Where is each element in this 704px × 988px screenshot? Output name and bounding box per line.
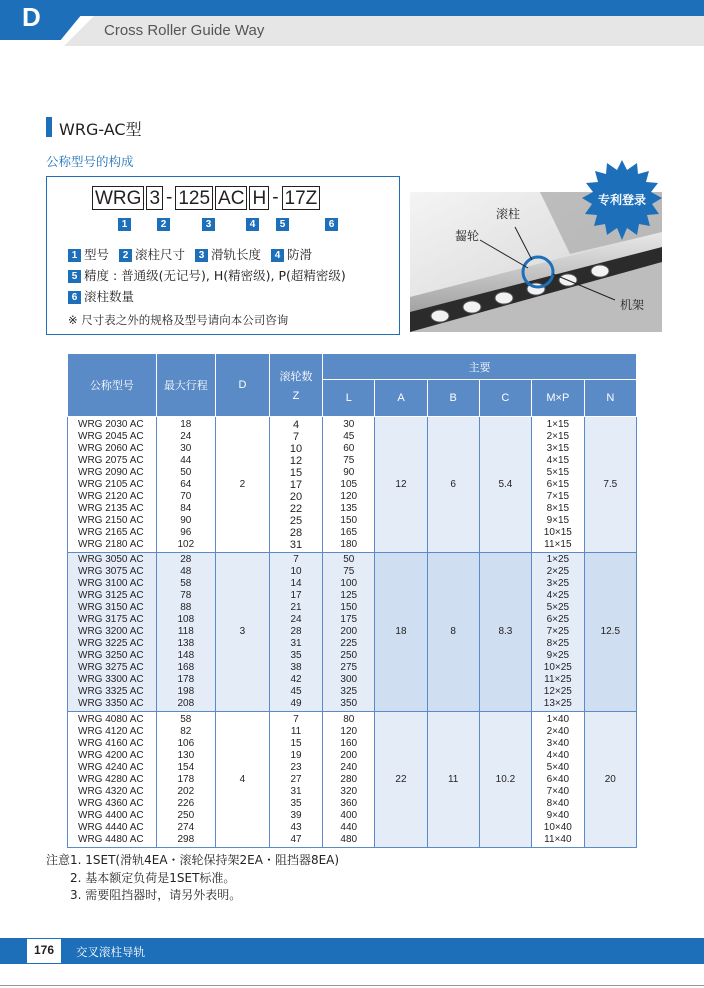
legend-line-1 — [68, 245, 312, 263]
group1-models-item: WRG 2120 AC — [78, 490, 144, 502]
legend-badge: 3 — [195, 249, 208, 262]
group2-z-item: 49 — [290, 698, 302, 709]
group1-b: 6 — [427, 417, 479, 553]
group3-l-item: 240 — [340, 761, 358, 773]
group1-mp-item: 1×15 — [546, 418, 570, 430]
group1-l-item: 135 — [340, 502, 358, 514]
code-badge-5: 5 — [276, 218, 289, 231]
group2-z-item: 38 — [290, 662, 302, 673]
group3-models-item: WRG 4160 AC — [78, 737, 144, 749]
group3-z-item: 11 — [290, 725, 302, 737]
col-n: N — [584, 380, 636, 417]
group3-z-item: 27 — [290, 773, 302, 785]
table-row-group-3 — [68, 712, 637, 848]
group2-strokes-item: 48 — [180, 566, 192, 577]
legend-badge: 5 — [68, 270, 81, 283]
group1-strokes-item: 102 — [177, 538, 195, 550]
group3-models-item: WRG 4360 AC — [78, 797, 144, 809]
group2-mp-item: 10×25 — [543, 662, 572, 673]
col-stroke: 最大行程 — [156, 354, 215, 417]
group3-mp-item: 8×40 — [546, 797, 570, 809]
code-part-antislip: AC — [215, 186, 247, 210]
code-badge-2: 2 — [157, 218, 170, 231]
group3-z — [269, 712, 322, 848]
legend-text: 滑轨长度 — [211, 247, 262, 262]
group3-mp-item: 2×40 — [546, 725, 570, 737]
group2-mp-item: 3×25 — [546, 578, 570, 589]
col-model: 公称型号 — [68, 354, 157, 417]
col-main-group: 主要 — [323, 354, 637, 380]
group2-n: 12.5 — [584, 553, 636, 712]
group1-mp-item: 9×15 — [546, 514, 570, 526]
group3-mp-item: 7×40 — [546, 785, 570, 797]
table-row-group-1 — [68, 417, 637, 553]
patent-badge-text: 专利登录 — [597, 193, 646, 207]
chapter-tab — [0, 0, 82, 40]
group1-c: 5.4 — [479, 417, 531, 553]
code-badge-1: 1 — [118, 218, 131, 231]
group2-z-item: 42 — [290, 674, 302, 685]
bottom-rule — [0, 985, 704, 986]
legend-badge: 1 — [68, 249, 81, 262]
group1-mp-item: 8×15 — [546, 502, 570, 514]
group2-mp-item: 12×25 — [543, 686, 572, 697]
group3-d: 4 — [215, 712, 269, 848]
group2-l-item: 250 — [340, 650, 358, 661]
col-mp: M×P — [532, 380, 585, 417]
group1-z-item: 20 — [289, 490, 303, 503]
group1-mp-item: 6×15 — [546, 478, 570, 490]
group2-l-item: 350 — [340, 698, 358, 709]
group3-mp-item: 6×40 — [546, 773, 570, 785]
group1-mp-item: 5×15 — [546, 466, 570, 478]
group1-a: 12 — [375, 417, 427, 553]
group3-strokes-item: 82 — [180, 725, 192, 737]
col-a: A — [375, 380, 427, 417]
group3-z-item: 47 — [290, 833, 302, 845]
group2-mp — [532, 553, 585, 712]
group2-strokes-item: 78 — [180, 590, 192, 601]
group2-mp-item: 8×25 — [546, 638, 570, 649]
group2-l-item: 125 — [340, 590, 358, 601]
group2-strokes — [156, 553, 215, 712]
group2-models-item: WRG 3225 AC — [78, 638, 144, 649]
table-row-group-2 — [68, 553, 637, 712]
group1-z-item: 28 — [289, 526, 303, 539]
legend-text: 防滑 — [287, 247, 313, 262]
group1-mp-item: 4×15 — [546, 454, 570, 466]
group3-z-item: 35 — [290, 797, 302, 809]
group2-l-item: 75 — [343, 566, 355, 577]
group1-strokes-item: 96 — [180, 526, 192, 538]
group1-l-item: 90 — [343, 466, 355, 478]
group3-models-item: WRG 4280 AC — [78, 773, 144, 785]
group1-strokes-item: 90 — [180, 514, 192, 526]
group1-strokes-item: 50 — [180, 466, 192, 478]
header-title: Cross Roller Guide Way — [104, 22, 265, 39]
group2-mp-item: 13×25 — [543, 698, 572, 709]
group2-z-item: 7 — [293, 554, 299, 565]
group3-strokes-item: 226 — [177, 797, 195, 809]
group1-models-item: WRG 2075 AC — [78, 454, 144, 466]
group2-z-item: 24 — [290, 614, 302, 625]
group3-c: 10.2 — [479, 712, 531, 848]
code-part-length: 125 — [175, 186, 213, 210]
group3-l-item: 480 — [340, 833, 358, 845]
group2-strokes-item: 58 — [180, 578, 192, 589]
group1-strokes-item: 44 — [180, 454, 192, 466]
group3-l-item: 200 — [340, 749, 358, 761]
group2-models-item: WRG 3250 AC — [78, 650, 144, 661]
group3-l-item: 160 — [340, 737, 358, 749]
group2-l — [323, 553, 375, 712]
section-title: WRG-AC型 — [59, 120, 142, 139]
group3-strokes-item: 154 — [177, 761, 195, 773]
header-band — [0, 0, 704, 16]
group3-strokes-item: 250 — [177, 809, 195, 821]
group2-models-item: WRG 3075 AC — [78, 566, 144, 577]
group2-strokes-item: 208 — [177, 698, 195, 709]
note-1: 注意1. 1SET(滑轨4EA・滚轮保持架2EA・阻挡器8EA) — [46, 853, 340, 867]
legend-text: 型号 — [84, 247, 110, 262]
group3-z-item: 43 — [290, 821, 302, 833]
group1-l-item: 165 — [340, 526, 358, 538]
group2-z-item: 21 — [290, 602, 302, 613]
group2-mp-item: 4×25 — [546, 590, 570, 601]
group3-models-item: WRG 4200 AC — [78, 749, 144, 761]
group1-l-item: 30 — [343, 418, 355, 430]
group1-models-item: WRG 2060 AC — [78, 442, 144, 454]
group3-mp-item: 3×40 — [546, 737, 570, 749]
group2-l-item: 175 — [340, 614, 358, 625]
code-badge-6: 6 — [325, 218, 338, 231]
label-roller: 滚柱 — [496, 207, 521, 221]
group2-strokes-item: 178 — [177, 674, 195, 685]
group1-mp — [532, 417, 585, 553]
group1-d: 2 — [215, 417, 269, 553]
group1-z-item: 31 — [289, 538, 303, 551]
legend-line-2 — [68, 266, 346, 284]
group2-a: 18 — [375, 553, 427, 712]
group1-z-item: 15 — [289, 466, 303, 479]
group2-models-item: WRG 3200 AC — [78, 626, 144, 637]
spec-table — [67, 353, 637, 848]
group3-strokes-item: 274 — [177, 821, 195, 833]
group3-mp-item: 10×40 — [543, 821, 572, 833]
legend-badge: 6 — [68, 291, 81, 304]
group2-strokes-item: 108 — [177, 614, 195, 625]
group3-z-item: 23 — [290, 761, 302, 773]
group1-models-item: WRG 2135 AC — [78, 502, 144, 514]
group3-strokes-item: 298 — [177, 833, 195, 845]
group1-models-item: WRG 2150 AC — [78, 514, 144, 526]
group3-mp-item: 9×40 — [546, 809, 570, 821]
legend-text: 精度 : 普通级(无记号), H(精密级), P(超精密级) — [84, 268, 346, 283]
group2-models-item: WRG 3300 AC — [78, 674, 144, 685]
group2-z-item: 28 — [290, 626, 302, 637]
group1-models-item: WRG 2165 AC — [78, 526, 144, 538]
code-badge-4: 4 — [246, 218, 259, 231]
section-subtitle: 公称型号的构成 — [46, 154, 134, 169]
group1-models-item: WRG 2105 AC — [78, 478, 144, 490]
group1-l-item: 180 — [340, 538, 358, 550]
group1-l — [323, 417, 375, 553]
col-c: C — [479, 380, 531, 417]
group2-models-item: WRG 3150 AC — [78, 602, 144, 613]
group1-strokes-item: 70 — [180, 490, 192, 502]
group3-l — [323, 712, 375, 848]
group1-mp-item: 3×15 — [546, 442, 570, 454]
label-cage: 齧轮 — [455, 229, 480, 243]
group1-strokes-item: 84 — [180, 502, 192, 514]
group1-z-item: 10 — [289, 442, 303, 455]
group1-mp-item: 11×15 — [544, 538, 572, 550]
group2-strokes-item: 168 — [177, 662, 195, 673]
group2-strokes-item: 138 — [177, 638, 195, 649]
group2-mp-item: 6×25 — [546, 614, 570, 625]
group3-strokes-item: 178 — [177, 773, 195, 785]
group2-mp-item: 1×25 — [546, 554, 570, 565]
legend-text: 滚柱数量 — [84, 289, 135, 304]
group2-z-item: 35 — [290, 650, 302, 661]
group2-models-item: WRG 3275 AC — [78, 662, 144, 673]
label-frame: 机架 — [620, 298, 645, 312]
group3-z-item: 7 — [293, 713, 299, 725]
group2-models-item: WRG 3050 AC — [78, 554, 144, 565]
group3-l-item: 280 — [340, 773, 358, 785]
col-z-bottom: Z — [292, 390, 300, 402]
group3-models — [68, 712, 157, 848]
group2-models-item: WRG 3125 AC — [78, 590, 144, 601]
group3-l-item: 440 — [340, 821, 358, 833]
group3-models-item: WRG 4240 AC — [78, 761, 144, 773]
chapter-letter: D — [22, 2, 41, 32]
group3-strokes-item: 130 — [177, 749, 195, 761]
group1-z-item: 17 — [289, 478, 303, 491]
section-marker — [46, 117, 52, 137]
legend-badge: 4 — [271, 249, 284, 262]
group2-mp-item: 11×25 — [544, 674, 572, 685]
group2-mp-item: 2×25 — [546, 566, 570, 577]
group2-z — [269, 553, 322, 712]
group2-models-item: WRG 3100 AC — [78, 578, 144, 589]
group3-l-item: 80 — [343, 713, 355, 725]
group3-l-item: 120 — [340, 725, 358, 737]
group3-l-item: 320 — [340, 785, 358, 797]
group3-strokes — [156, 712, 215, 848]
group1-mp-item: 7×15 — [546, 490, 570, 502]
group3-strokes-item: 202 — [177, 785, 195, 797]
legend-badge: 2 — [119, 249, 132, 262]
group2-l-item: 150 — [340, 602, 358, 613]
group1-mp-item: 10×15 — [543, 526, 572, 538]
group1-l-item: 120 — [340, 490, 358, 502]
group2-mp-item: 7×25 — [546, 626, 570, 637]
group3-l-item: 360 — [340, 797, 358, 809]
group1-z — [269, 417, 322, 553]
footer-text: 交叉滚柱导轨 — [76, 945, 145, 959]
group2-models-item: WRG 3350 AC — [78, 698, 144, 709]
group2-d: 3 — [215, 553, 269, 712]
group2-models-item: WRG 3175 AC — [78, 614, 144, 625]
group1-mp-item: 2×15 — [546, 430, 570, 442]
group3-models-item: WRG 4440 AC — [78, 821, 144, 833]
group1-z-item: 12 — [289, 454, 303, 467]
group2-l-item: 50 — [343, 554, 355, 565]
group2-strokes-item: 148 — [177, 650, 195, 661]
col-b: B — [427, 380, 479, 417]
group3-mp-item: 11×40 — [544, 833, 572, 845]
group3-b: 11 — [427, 712, 479, 848]
group1-z-item: 25 — [289, 514, 303, 527]
group1-l-item: 45 — [343, 430, 355, 442]
group1-strokes-item: 30 — [180, 442, 192, 454]
group2-z-item: 14 — [290, 578, 302, 589]
group3-models-item: WRG 4080 AC — [78, 713, 144, 725]
group2-models-item: WRG 3325 AC — [78, 686, 144, 697]
legend-text: 滚柱尺寸 — [135, 247, 186, 262]
group1-models-item: WRG 2045 AC — [78, 430, 144, 442]
group3-models-item: WRG 4400 AC — [78, 809, 144, 821]
group3-z-item: 19 — [290, 749, 302, 761]
legend-note: ※ 尺寸表之外的规格及型号请向本公司咨询 — [68, 313, 289, 327]
group1-strokes-item: 18 — [180, 418, 192, 430]
code-part-precision: H — [249, 186, 269, 210]
code-part-roller: 3 — [146, 186, 163, 210]
group3-n: 20 — [584, 712, 636, 848]
group3-z-item: 15 — [290, 737, 302, 749]
note-3: 3. 需要阻挡器时，请另外表明。 — [70, 888, 242, 902]
group1-strokes-item: 64 — [180, 478, 192, 490]
group2-z-item: 17 — [290, 590, 302, 601]
group3-models-item: WRG 4480 AC — [78, 833, 144, 845]
group2-mp-item: 9×25 — [546, 650, 570, 661]
col-z-top: 滚轮数 — [279, 371, 313, 383]
group2-l-item: 200 — [340, 626, 358, 637]
group2-strokes-item: 198 — [177, 686, 195, 697]
group1-l-item: 75 — [343, 454, 355, 466]
group2-strokes-item: 88 — [180, 602, 192, 613]
group3-mp-item: 4×40 — [546, 749, 570, 761]
group2-c: 8.3 — [479, 553, 531, 712]
group1-models-item: WRG 2090 AC — [78, 466, 144, 478]
group3-z-item: 31 — [290, 785, 302, 797]
group3-strokes-item: 106 — [177, 737, 195, 749]
group1-models-item: WRG 2030 AC — [78, 418, 144, 430]
group1-l-item: 150 — [340, 514, 358, 526]
group2-z-item: 31 — [290, 638, 302, 649]
group1-z-item: 22 — [289, 502, 303, 515]
group2-l-item: 325 — [340, 686, 358, 697]
group2-z-item: 45 — [290, 686, 302, 697]
group2-models — [68, 553, 157, 712]
group1-strokes-item: 24 — [180, 430, 192, 442]
group1-z-item: 4 — [292, 418, 300, 431]
code-badge-3: 3 — [202, 218, 215, 231]
code-part-count: 17Z — [282, 186, 321, 210]
group2-b: 8 — [427, 553, 479, 712]
group2-z-item: 10 — [290, 566, 302, 577]
group1-n: 7.5 — [584, 417, 636, 553]
model-code: WRG 3 - 125 AC H - 17Z — [92, 186, 322, 210]
group3-l-item: 400 — [340, 809, 358, 821]
group2-l-item: 225 — [340, 638, 358, 649]
page-number: 176 — [33, 943, 55, 957]
group1-l-item: 60 — [343, 442, 355, 454]
group3-models-item: WRG 4320 AC — [78, 785, 144, 797]
group1-z-item: 7 — [292, 430, 300, 443]
group3-a: 22 — [375, 712, 427, 848]
group1-strokes — [156, 417, 215, 553]
col-l: L — [323, 380, 375, 417]
legend-line-3 — [68, 287, 134, 305]
group2-strokes-item: 28 — [180, 554, 192, 565]
group2-l-item: 275 — [340, 662, 358, 673]
group1-l-item: 105 — [340, 478, 358, 490]
col-z — [269, 354, 322, 417]
col-d: D — [215, 354, 269, 417]
group1-models — [68, 417, 157, 553]
group2-mp-item: 5×25 — [546, 602, 570, 613]
note-2: 2. 基本额定负荷是1SET标准。 — [70, 871, 236, 885]
code-part-type: WRG — [92, 186, 144, 210]
group3-mp-item: 1×40 — [546, 713, 570, 725]
group2-l-item: 100 — [340, 578, 358, 589]
group3-mp-item: 5×40 — [546, 761, 570, 773]
group3-strokes-item: 58 — [180, 713, 192, 725]
group3-z-item: 39 — [290, 809, 302, 821]
group2-strokes-item: 118 — [177, 626, 194, 637]
group2-l-item: 300 — [340, 674, 358, 685]
group3-mp — [532, 712, 585, 848]
group3-models-item: WRG 4120 AC — [78, 725, 144, 737]
group1-models-item: WRG 2180 AC — [78, 538, 144, 550]
